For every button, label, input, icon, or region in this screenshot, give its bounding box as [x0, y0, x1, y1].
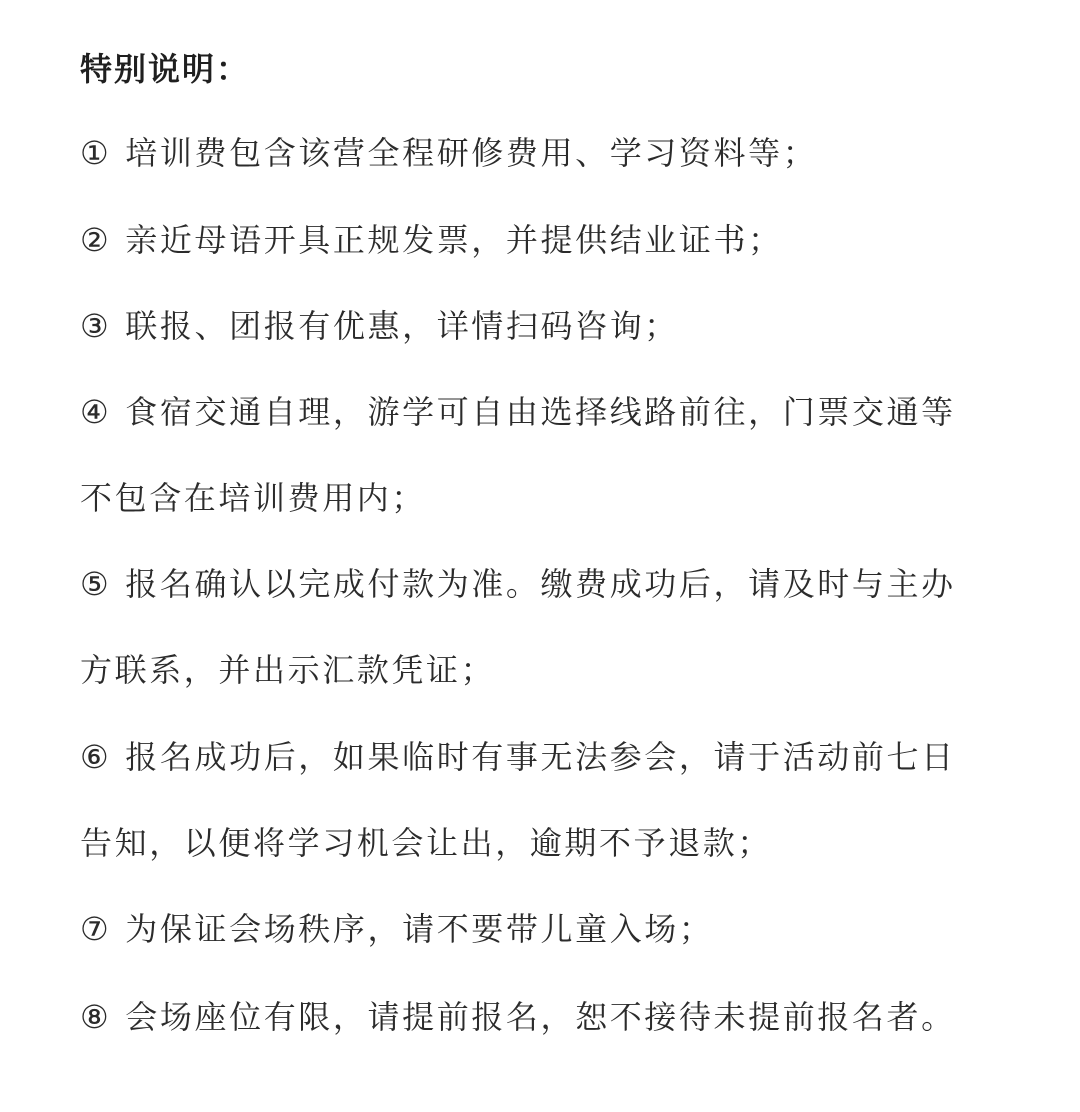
item-text: 会场座位有限，请提前报名，恕不接待未提前报名者。 — [125, 998, 956, 1036]
item-text: 培训费包含该营全程研修费用、学习资料等； — [125, 134, 818, 172]
item-text-line1: 食宿交通自理，游学可自由选择线路前往，门票交通等 — [125, 393, 956, 431]
notice-title: 特别说明： — [80, 50, 251, 88]
item-marker: ⑦ — [80, 910, 112, 948]
item-marker: ⑤ — [80, 565, 112, 603]
notice-item-4-continued — [80, 471, 1010, 525]
item-marker: ① — [80, 134, 112, 172]
notice-item-2 — [80, 213, 1010, 267]
item-text: 亲近母语开具正规发票，并提供结业证书； — [125, 221, 783, 259]
item-text-line1: 报名成功后，如果临时有事无法参会，请于活动前七日 — [125, 738, 956, 776]
item-text: 为保证会场秩序，请不要带儿童入场； — [125, 910, 714, 948]
item-text-line1: 报名确认以完成付款为准。缴费成功后，请及时与主办 — [125, 565, 956, 603]
notice-item-4 — [80, 385, 1010, 439]
item-marker: ⑧ — [80, 998, 112, 1036]
notice-item-8 — [80, 990, 1010, 1044]
item-text-line2: 不包含在培训费用内； — [80, 479, 427, 517]
item-marker: ⑥ — [80, 738, 112, 776]
notice-item-5 — [80, 557, 1010, 611]
item-text-line2: 方联系，并出示汇款凭证； — [80, 651, 496, 689]
notice-item-3 — [80, 299, 1010, 353]
notice-item-7 — [80, 902, 1010, 956]
item-text-line2: 告知，以便将学习机会让出，逾期不予退款； — [80, 824, 773, 862]
item-marker: ③ — [80, 307, 112, 345]
item-text: 联报、团报有优惠，详情扫码咨询； — [125, 307, 679, 345]
notice-item-5-continued — [80, 643, 1010, 697]
notice-item-1 — [80, 126, 1010, 180]
item-marker: ④ — [80, 393, 112, 431]
notice-item-6-continued — [80, 816, 1010, 870]
notice-item-6 — [80, 730, 1010, 784]
item-marker: ② — [80, 221, 112, 259]
